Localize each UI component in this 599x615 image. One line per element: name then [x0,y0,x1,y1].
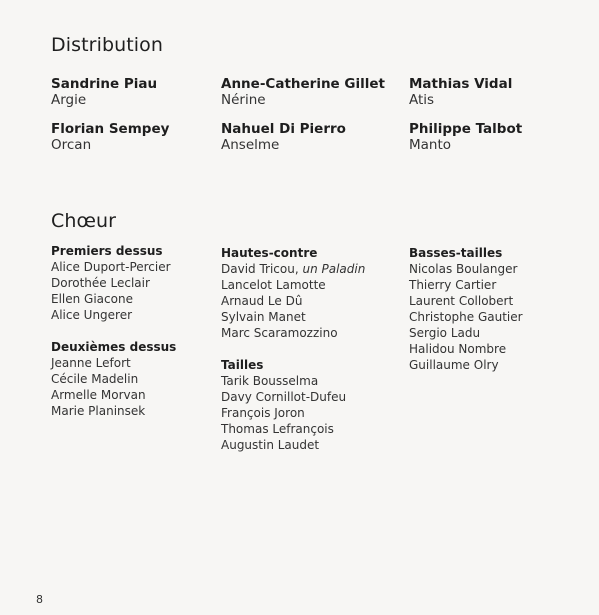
artist-entry [221,121,401,153]
artist-entry [51,121,231,153]
artist-name: Florian Sempey [51,121,170,137]
artist-entry [51,76,231,108]
choir-member: Marie Planinsek [51,404,146,418]
artist-name: Sandrine Piau [51,76,158,92]
artist-name: Anne-Catherine Gillet [221,76,385,92]
artist-role: Nérine [221,92,266,108]
artist-name: Mathias Vidal [409,76,513,92]
choir-member: Cécile Madelin [51,372,139,386]
choir-member: Armelle Morvan [51,388,146,402]
choir-member-name: David Tricou, [221,262,303,276]
artist-role: Manto [409,137,452,153]
choir-member: Sylvain Manet [221,310,306,324]
artist-name: Nahuel Di Pierro [221,121,346,137]
choir-member: Guillaume Olry [409,358,499,372]
choir-member: Arnaud Le Dû [221,294,303,308]
choir-section-deuxiemes-dessus [51,339,231,419]
artist-entry [409,76,589,108]
artist-role: Orcan [51,137,92,153]
choir-member: Sergio Ladu [409,326,481,340]
choir-member: Dorothée Leclair [51,276,150,290]
choir-member: Nicolas Boulanger [409,262,518,276]
choir-section-title: Basses-tailles [409,246,503,260]
choir-member: Lancelot Lamotte [221,278,326,292]
choir-member-soloist [221,261,401,277]
choir-member-role: un Paladin [302,262,366,276]
choir-section-basses-tailles [409,245,589,373]
choir-member: Alice Ungerer [51,308,133,322]
artist-role: Argie [51,92,87,108]
choir-member: Christophe Gautier [409,310,523,324]
choir-member: Jeanne Lefort [51,356,131,370]
choir-member: François Joron [221,406,305,420]
choir-member: Augustin Laudet [221,438,320,452]
choir-section-title: Hautes-contre [221,246,318,260]
choir-member: Marc Scaramozzino [221,326,338,340]
choir-member: Ellen Giacone [51,292,133,306]
choir-member: Thomas Lefrançois [221,422,334,436]
choir-section-title: Tailles [221,358,264,372]
artist-name: Philippe Talbot [409,121,523,137]
distribution-heading: Distribution [51,34,164,56]
choir-member: Laurent Collobert [409,294,514,308]
choir-section-tailles [221,357,401,453]
choir-section-premiers-dessus [51,243,231,323]
choeur-heading: Chœur [51,210,117,232]
choir-section-hautes-contre [221,245,401,341]
choir-member: Tarik Bousselma [221,374,319,388]
choir-section-title: Deuxièmes dessus [51,340,177,354]
choir-member: Alice Duport-Percier [51,260,171,274]
artist-entry [409,121,589,153]
page-number: 8 [36,593,43,606]
choir-member: Thierry Cartier [409,278,497,292]
choir-member: Davy Cornillot-Dufeu [221,390,347,404]
artist-role: Anselme [221,137,280,153]
artist-entry [221,76,401,108]
choir-member: Halidou Nombre [409,342,507,356]
artist-role: Atis [409,92,435,108]
choir-section-title: Premiers dessus [51,244,163,258]
